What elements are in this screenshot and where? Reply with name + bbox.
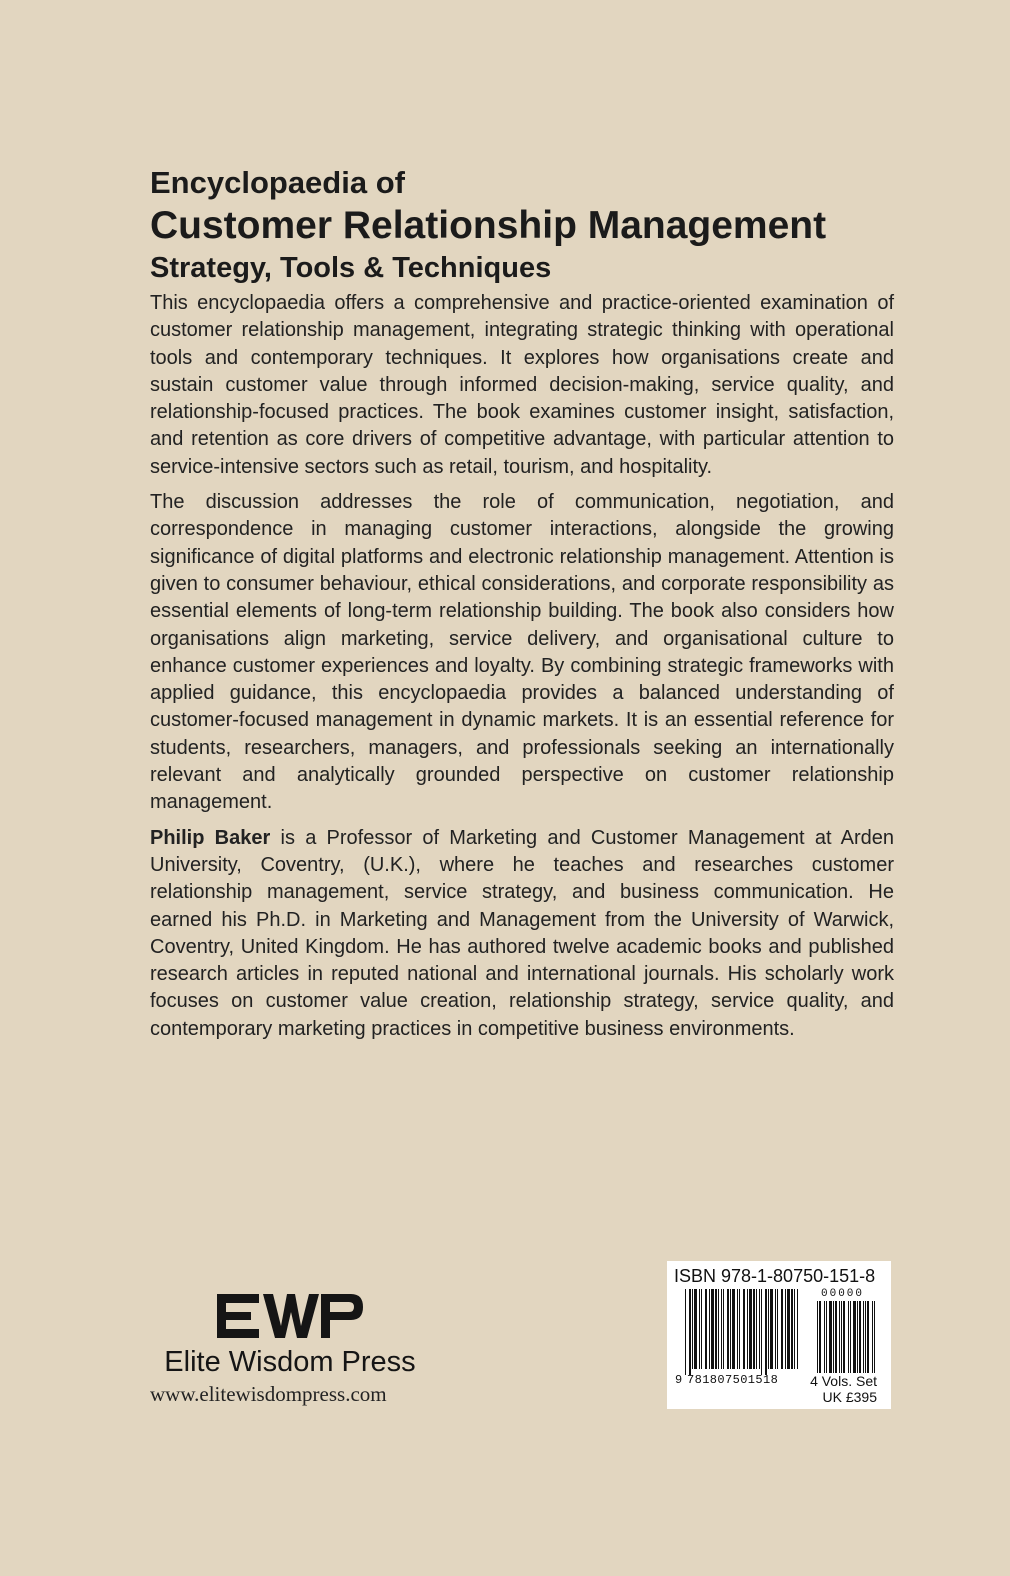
barcode-bar [817,1301,818,1373]
barcode-bar [692,1289,693,1369]
barcode-bar [826,1301,827,1373]
barcode-bar [824,1301,825,1373]
barcode-bar [835,1301,837,1373]
barcode-bar [781,1289,783,1369]
barcode-bar [833,1301,834,1373]
barcode-bar [874,1301,875,1373]
back-cover-text [150,164,894,1051]
barcode-bar [685,1289,686,1375]
barcode-bar [756,1289,757,1369]
description-paragraph-1: This encyclopaedia offers a comprehensive and practice-oriented examination of customer relationship management, integrating strategic thinking with operational tools and contemporary techniques. It explores how organisations create and sustain customer value through informed decision-making, service quality, and relationship-focused practices. The book examines customer insight, satisfaction, and retention as core drivers of competitive advantage, with particular attention to service-intensive sectors such as retail, tourism, and hospitality. [150,292,894,478]
barcode-bar [867,1301,869,1373]
book-subtitle: Strategy, Tools & Techniques [150,252,552,284]
barcode-bar [737,1289,738,1369]
barcode-bar [705,1289,707,1369]
barcode-bar [829,1301,832,1373]
author-bio [150,825,894,1043]
barcode-addon-digits: 00000 [821,1288,865,1300]
barcode-bar [765,1289,767,1375]
barcode-bar [848,1301,849,1373]
barcode-bar [715,1289,717,1369]
barcode-bar [709,1289,710,1369]
barcode-bar [743,1289,745,1369]
barcode-bar [777,1289,778,1369]
price-label: UK £395 [822,1389,877,1405]
barcode-bar [768,1289,769,1369]
book-title: Customer Relationship Management [150,204,827,247]
barcode-leading-digit: 9 [675,1373,683,1387]
isbn-label: ISBN 978-1-80750-151-8 [674,1266,876,1286]
barcode-bar [843,1301,845,1373]
barcode-bar [753,1289,755,1369]
barcode-bar [749,1289,752,1369]
publisher-logo-block [150,1290,430,1408]
author-bio-text: is a Professor of Marketing and Customer Management at Arden University, Coventry, (U.K.), where he teaches and researches customer relationship management, service strategy, and business communication. He earned his Ph.D. in Marketing and Management from the University of Warwick, Coventry, United Kingdom. He has authored twelve academic books and published research articles in reputed national and international journals. His scholarly work focuses on customer value creation, relationship strategy, service quality, and contemporary marketing practices in competitive business environments. [150,826,894,1040]
barcode-bar [711,1289,714,1369]
barcode-bar [853,1301,856,1373]
barcode-bar [791,1289,793,1369]
barcode-bar [770,1289,773,1369]
barcode-bar [718,1289,719,1369]
set-info: 4 Vols. Set [810,1373,877,1389]
barcode-bar [863,1301,864,1373]
author-name: Philip Baker [150,826,271,849]
barcode-bar [739,1289,740,1369]
barcode-bar [730,1289,731,1369]
description-paragraph-2: The discussion addresses the role of communication, negotiation, and correspondence in managing customer interactions, alongside the growing significance of digital platforms and electronic relationship management. Attention is given to consumer behaviour, ethical considerations, and corporate responsibility as essential elements of long-term relationship building. The book also considers how organisations align marketing, service delivery, and organisational culture to enhance customer experiences and loyalty. By combining strategic frameworks with applied guidance, this encyclopaedia provides a balanced understanding of customer-focused management in dynamic markets. It is an essential reference for students, researchers, managers, and professionals seeking an internationally relevant and analytically grounded perspective on customer relationship management. [150,491,894,814]
barcode-bar [694,1289,697,1369]
barcode-bar [727,1289,729,1369]
barcode-bar [865,1301,866,1373]
publisher-name: Elite Wisdom Press [164,1346,416,1378]
barcode-bar [723,1289,724,1369]
barcode-bar [839,1301,840,1373]
barcode-bar [872,1301,873,1373]
barcode-bar [797,1289,798,1369]
barcode-bar [857,1301,858,1373]
barcode-digits: 781807501518 [687,1373,779,1387]
title-prefix: Encyclopaedia of [150,165,405,200]
barcode-bar [761,1289,762,1375]
isbn-barcode [667,1261,891,1409]
barcode-bar [759,1289,760,1369]
barcode-bar [701,1289,702,1369]
barcode-bar [699,1289,700,1369]
barcode-bar [785,1289,786,1369]
barcode-bar [859,1301,861,1373]
barcode-bar [747,1289,748,1369]
barcode-bar [841,1301,842,1373]
barcode-bar [787,1289,790,1369]
barcode-bar [819,1301,821,1373]
barcode-bar [850,1301,851,1373]
barcode-bar [689,1289,691,1375]
barcode-bar [721,1289,722,1369]
barcode-bar [732,1289,735,1369]
ewp-logo-icon [215,1290,365,1342]
barcode-bar [794,1289,795,1369]
publisher-url: www.elitewisdompress.com [150,1382,387,1406]
barcode-bar [775,1289,776,1369]
